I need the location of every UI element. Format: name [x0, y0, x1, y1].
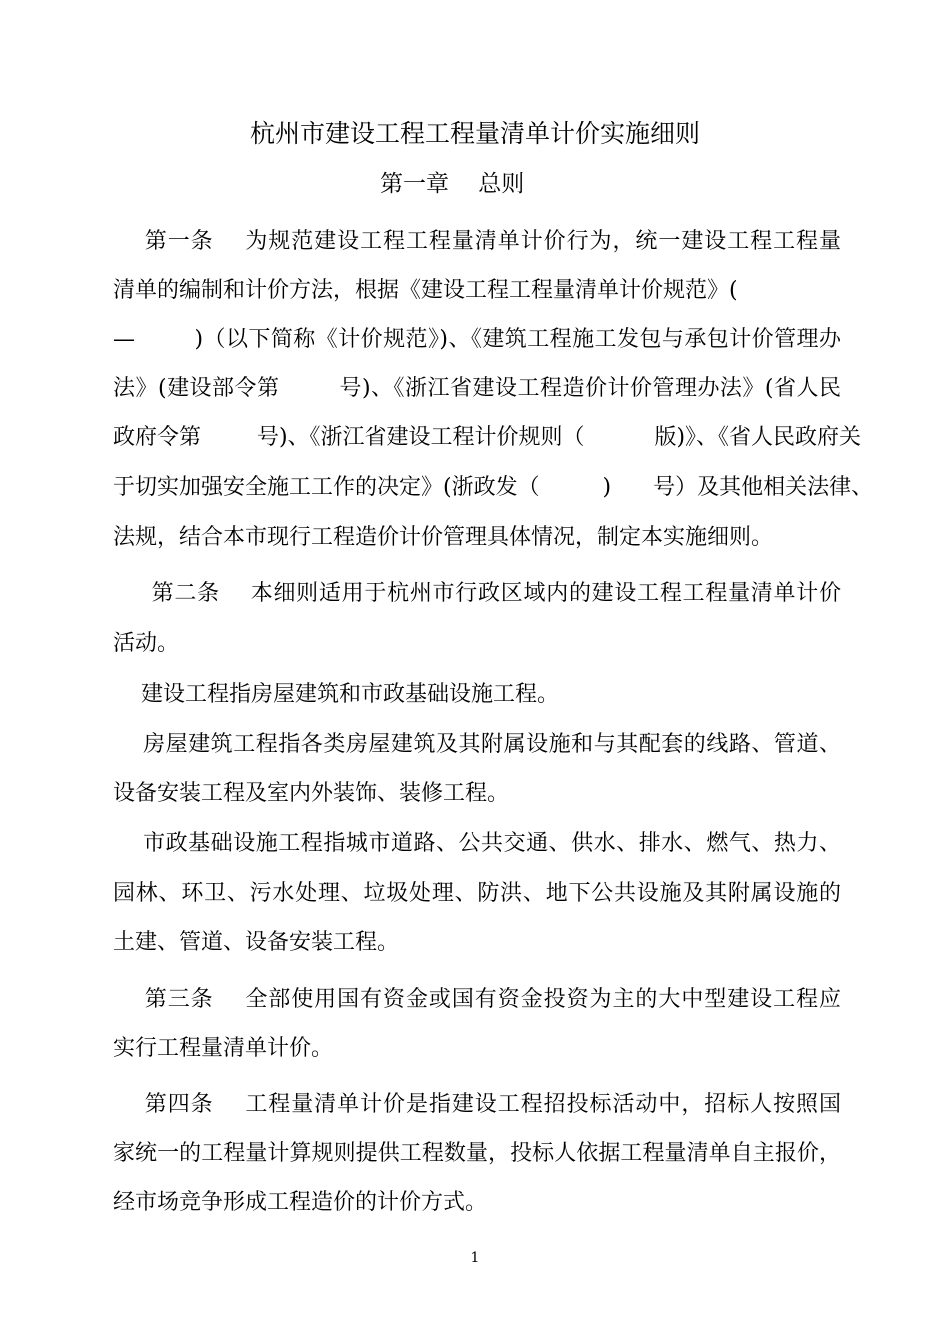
page-number: 1 — [470, 1250, 480, 1266]
article-4-line-1: 第四条 工程量清单计价是指建设工程招投标活动中，招标人按照国 — [113, 1092, 841, 1117]
article-1-line-2: 清单的编制和计价方法，根据《建设工程工程量清单计价规范》( — [113, 278, 738, 303]
article-2-line-1: 第二条 本细则适用于杭州市行政区域内的建设工程工程量清单计价 — [113, 581, 841, 606]
document-title: 杭州市建设工程工程量清单计价实施细则 — [249, 119, 700, 148]
article-4-line-2: 家统一的工程量计算规则提供工程数量，投标人依据工程量清单自主报价， — [113, 1141, 841, 1166]
article-4-line-3: 经市场竞争形成工程造价的计价方式。 — [113, 1190, 488, 1215]
article-3-line-1: 第三条 全部使用国有资金或国有资金投资为主的大中型建设工程应 — [113, 987, 841, 1012]
article-2-line-8: 土建、管道、设备安装工程。 — [113, 930, 400, 955]
chapter-heading: 第一章 总则 — [380, 171, 525, 197]
article-2-line-2: 活动。 — [113, 631, 180, 656]
article-1-line-3: — )（以下简称《计价规范》)、《建筑工程施工发包与承包计价管理办 — [113, 327, 841, 352]
article-1-line-4: 法》(建设部令第 号)、《浙江省建设工程造价计价管理办法》(省人民 — [113, 376, 841, 401]
article-1-line-5: 政府令第 号)、《浙江省建设工程计价规则（ 版)》、《省人民政府关 — [113, 425, 862, 450]
article-2-line-3: 建设工程指房屋建筑和市政基础设施工程。 — [113, 682, 559, 707]
article-2-line-6: 市政基础设施工程指城市道路、公共交通、供水、排水、燃气、热力、 — [113, 831, 841, 856]
article-1-line-1: 第一条 为规范建设工程工程量清单计价行为，统一建设工程工程量 — [113, 229, 841, 254]
article-1-line-7: 法规，结合本市现行工程造价计价管理具体情况，制定本实施细则。 — [113, 525, 774, 550]
article-2-line-4: 房屋建筑工程指各类房屋建筑及其附属设施和与其配套的线路、管道、 — [113, 732, 841, 757]
article-2-line-5: 设备安装工程及室内外装饰、装修工程。 — [113, 781, 510, 806]
article-1-line-6: 于切实加强安全施工工作的决定》(浙政发（ ) 号）及其他相关法律、 — [113, 475, 874, 500]
article-3-line-2: 实行工程量清单计价。 — [113, 1036, 334, 1061]
article-2-line-7: 园林、环卫、污水处理、垃圾处理、防洪、地下公共设施及其附属设施的 — [113, 881, 841, 906]
